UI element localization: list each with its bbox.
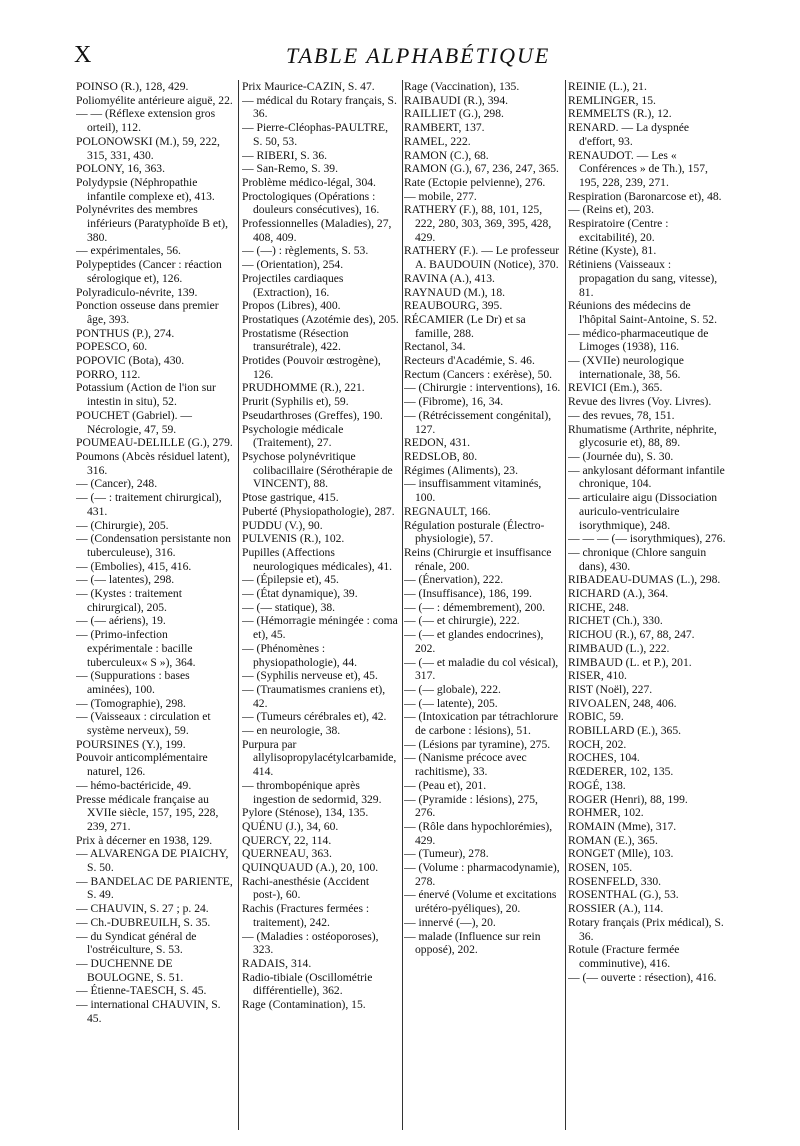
index-entry: — (Traumatismes craniens et), 42. [242,682,386,710]
index-entry: RAMON (G.), 67, 236, 247, 365. [404,162,559,176]
index-entry: REVICI (Em.), 365. [568,381,663,395]
index-entry: REDON, 431. [404,436,471,450]
index-entry: — (Chirurgie : interventions), 16. [404,381,561,395]
index-entry: — (Chirurgie), 205. [76,518,169,532]
index-entry: — en neurologie, 38. [242,724,341,738]
index-entry: RICHE, 248. [568,600,629,614]
index-entry: Pseudarthroses (Greffes), 190. [242,408,383,422]
index-entry: ROGER (Henri), 88, 199. [568,792,688,806]
index-entry: — thrombopénique après ingestion de sedormid, 329. [242,778,382,806]
index-entry: ROCH, 202. [568,737,627,751]
index-entry: ROBIC, 59. [568,710,624,724]
index-entry: — CHAUVIN, S. 27 ; p. 24. [76,902,209,916]
index-entry: POLONY, 16, 363. [76,162,166,176]
index-entry: — RIBERI, S. 36. [242,148,328,162]
index-entry: RAMEL, 222. [404,134,471,148]
index-entry: — (— aériens), 19. [76,614,166,628]
index-entry: POUMEAU-DELILLE (G.), 279. [76,436,233,450]
index-entry: — (Insuffisance), 186, 199. [404,587,532,601]
index-entry: RIVOALEN, 248, 406. [568,696,677,710]
index-entry: Psychose polynévritique colibacillaire (Sérothérapie de VINCENT), 88. [242,449,393,491]
index-entry: RADAIS, 314. [242,957,312,970]
index-column-4 [568,80,726,1130]
index-entry: — (Orientation), 254. [242,258,344,272]
index-entry: RIMBAUD (L.), 222. [568,641,670,655]
index-entry: POPESCO, 60. [76,340,148,354]
index-entry: Professionnelles (Maladies), 27, 408, 409. [242,217,392,244]
index-entry: — (Syphilis nerveuse et), 45. [242,669,378,683]
index-entry: — innervé (—), 20. [404,915,496,929]
index-entry: Réunions des médecins de l'hôpital Saint-Antoine, S. 52. [568,299,717,326]
index-entry: Prurit (Syphilis et), 59. [242,395,349,409]
index-entry: Projectiles cardiaques (Extraction), 16. [242,271,344,299]
index-entry: — Étienne-TAESCH, S. 45. [76,984,207,998]
index-entry: Rachi-anesthésie (Accident post-), 60. [242,874,370,902]
index-entry: — malade (Influence sur rein opposé), 202. [404,929,541,957]
index-entry: Poumons (Abcès résiduel latent), 316. [76,449,230,477]
index-entry: Problème médico-légal, 304. [242,175,376,189]
index-entry: — (Rétrécissement congénital), 127. [404,408,552,436]
index-entry: RÉCAMIER (Le Dr) et sa famille, 288. [404,312,526,340]
index-entry: REMMELTS (R.), 12. [568,107,672,121]
index-entry: Proctologiques (Opérations : douleurs consécutives), 16. [242,189,380,217]
index-entry: Rétiniens (Vaisseaux : propagation du sang, vitesse), 81. [568,258,718,299]
column-rule [238,80,239,1130]
index-entry: Rectum (Cancers : exérèse), 50. [404,367,553,381]
index-entry: POINSO (R.), 128, 429. [76,80,189,93]
index-column-1 [76,80,234,1130]
index-entry: Rage (Vaccination), 135. [404,80,520,93]
index-entry: Psychologie médicale (Traitement), 27. [242,422,344,450]
index-entry: ROSSIER (A.), 114. [568,902,664,916]
index-entry: — (Nanisme précoce avec rachitisme), 33. [404,751,527,779]
index-entry: REAUBOURG, 395. [404,299,503,313]
index-entry: Polyradiculo-névrite, 139. [76,285,198,299]
index-entry: QUERNEAU, 363. [242,847,332,861]
index-entry: Rotule (Fracture fermée comminutive), 416. [568,943,680,970]
index-entry: Polypeptides (Cancer : réaction sérologique et), 126. [76,258,222,285]
index-entry: RATHERY (F.). — Le professeur A. BAUDOUIN (Notice), 370. [404,244,560,272]
index-entry: — des revues, 78, 151. [568,408,675,422]
index-entry: — Pierre-Cléophas-PAULTRE, S. 50, 53. [242,121,388,148]
index-entry: — San-Remo, S. 39. [242,162,338,176]
index-entry: — (Pyramide : lésions), 275, 276. [404,792,538,820]
index-entry: — (Hémorragie méningée : coma et), 45. [242,614,398,642]
index-entry: RENAUDOT. — Les « Conférences » de Th.), 157, 195, 228, 239, 271. [568,148,708,189]
index-entry: — ankylosant déformant infantile chronique, 104. [568,463,725,491]
column-rule [565,80,566,1130]
index-entry: QUERCY, 22, 114. [242,833,332,847]
index-entry: — (— statique), 38. [242,600,336,614]
index-entry: Revue des livres (Voy. Livres). [568,395,712,409]
index-entry: POPOVIC (Bota), 430. [76,354,185,368]
index-entry: Pouvoir anticomplémentaire naturel, 126. [76,751,208,779]
index-entry: ROMAN (E.), 365. [568,833,658,847]
index-entry: — (Peau et), 201. [404,778,487,792]
index-entry: — (État dynamique), 39. [242,587,358,601]
index-entry: — (Volume : pharmacodynamie), 278. [404,861,560,888]
index-entry: Rotary français (Prix médical), S. 36. [568,915,724,943]
index-entry: — — — (— isorythmiques), 276. [568,532,726,546]
index-entry: Recteurs d'Académie, S. 46. [404,354,535,368]
index-entry: ROHMER, 102. [568,806,644,820]
index-entry: Polynévrites des membres inférieurs (Paratyphoïde B et), 380. [76,203,229,244]
index-entry: — Ch.-DUBREUILH, S. 35. [76,915,211,929]
index-entry: — (Maladies : ostéoporoses), 323. [242,929,379,957]
index-entry: ROCHES, 104. [568,751,640,765]
index-entry: Reins (Chirurgie et insuffisance rénale, 200. [404,545,552,573]
index-entry: Rachis (Fractures fermées : traitement), 242. [242,902,370,929]
index-entry: — (— et chirurgie), 222. [404,614,520,628]
index-column-2 [242,80,400,1130]
index-entry: ROBILLARD (E.), 365. [568,724,682,738]
index-entry: RICHET (Ch.), 330. [568,614,663,628]
index-entry: ROSENTHAL (G.), 53. [568,888,679,902]
index-entry: Polydypsie (Néphropathie infantile complexe et), 413. [76,175,215,203]
index-entry: — du Syndicat général de l'ostréiculture, S. 53. [76,929,197,957]
index-entry: Protides (Pouvoir œstrogène), 126. [242,354,381,381]
index-entry: — (Phénomènes : physiopathologie), 44. [242,641,358,669]
index-entry: Rétine (Kyste), 81. [568,244,657,258]
index-entry: RAILLIET (G.), 298. [404,107,504,121]
index-entry: — (Lésions par tyramine), 275. [404,737,551,751]
index-entry: Poliomyélite antérieure aiguë, 22. [76,93,233,107]
index-entry: ROGÉ, 138. [568,778,626,792]
index-entry: — (Énervation), 222. [404,573,504,587]
page-title: TABLE ALPHABÉTIQUE [286,43,551,68]
index-entry: — — (Réflexe extension gros orteil), 112. [76,107,216,135]
index-entry: RAMON (C.), 68. [404,148,489,162]
index-entry: — (Intoxication par tétrachlorure de carbone : lésions), 51. [404,710,559,738]
index-entry: RAYNAUD (M.), 18. [404,285,506,299]
index-entry: Ponction osseuse dans premier âge, 393. [76,299,219,326]
index-entry: REMLINGER, 15. [568,93,656,107]
index-entry: Rage (Contamination), 15. [242,998,366,1012]
index-entry: Pylore (Sténose), 134, 135. [242,806,369,820]
index-entry: Régulation posturale (Électro-physiologie), 57. [404,518,545,546]
index-entry: Puberté (Physiopathologie), 287. [242,504,395,518]
index-entry: — (Fibrome), 16, 34. [404,395,504,409]
column-rule [402,80,403,1130]
index-entry: — (Rôle dans hypochlorémies), 429. [404,819,553,847]
index-entry: ROSENFELD, 330. [568,874,662,888]
index-entry: PULVENIS (R.), 102. [242,532,345,546]
index-entry: — (Condensation persistante non tuberculeuse), 316. [76,532,231,559]
index-entry: Potassium (Action de l'ion sur intestin in situ), 52. [76,381,216,409]
index-entry: — hémo-bactéricide, 49. [76,778,192,792]
index-entry: — (Kystes : traitement chirurgical), 205. [76,587,182,614]
index-entry: REGNAULT, 166. [404,504,491,518]
index-entry: — (— latentes), 298. [76,573,175,587]
index-entry: — BANDELAC DE PARIENTE, S. 49. [76,874,233,902]
index-entry: — (— globale), 222. [404,682,501,696]
index-entry: ROSEN, 105. [568,861,633,875]
index-entry: — (—) : règlements, S. 53. [242,244,369,258]
index-entry: RIBADEAU-DUMAS (L.), 298. [568,573,721,587]
index-entry: POLONOWSKI (M.), 59, 222, 315, 331, 430. [76,134,220,162]
index-entry: Respiratoire (Centre : excitabilité), 20. [568,217,669,244]
index-entry: — chronique (Chlore sanguin dans), 430. [568,545,707,573]
index-entry: Purpura par allylisopropylacétylcarbamide, 414. [242,737,397,779]
index-entry: PORRO, 112. [76,367,141,381]
index-entry: PRUDHOMME (R.), 221. [242,381,365,395]
index-entry: — (Tomographie), 298. [76,696,186,710]
index-entry: Ptose gastrique, 415. [242,491,339,505]
index-entry: Respiration (Baronarcose et), 48. [568,189,722,203]
index-entry: — (— : démembrement), 200. [404,600,546,614]
index-entry: RAVINA (A.), 413. [404,271,495,285]
index-entry: Pupilles (Affections neurologiques médicales), 41. [242,545,393,573]
index-entry: RIST (Noël), 227. [568,682,653,696]
index-entry: — (Suppurations : bases aminées), 100. [76,669,190,696]
index-entry: — (Cancer), 248. [76,477,158,491]
index-entry: PUDDU (V.), 90. [242,518,323,532]
index-entry: — DUCHENNE DE BOULOGNE, S. 51. [76,957,184,984]
index-entry: Régimes (Aliments), 23. [404,463,518,477]
index-entry: Radio-tibiale (Oscillométrie différentielle), 362. [242,970,373,998]
index-column-3 [404,80,561,1130]
index-entry: RIMBAUD (L. et P.), 201. [568,655,692,669]
index-entry: — (Embolies), 415, 416. [76,559,192,573]
index-entry: — (— et glandes endocrines), 202. [404,628,544,655]
index-entry: — (Tumeurs cérébrales et), 42. [242,710,387,724]
index-entry: Presse médicale française au XVIIe siècle, 157, 195, 228, 239, 271. [76,792,219,833]
index-entry: — (— : traitement chirurgical), 431. [76,491,222,518]
index-entry: — médical du Rotary français, S. 36. [242,93,397,121]
index-entry: — expérimentales, 56. [76,244,181,258]
index-entry: — (Vaisseaux : circulation et système nerveux), 59. [76,710,211,738]
index-entry: POURSINES (Y.), 199. [76,737,186,751]
index-entry: REINIE (L.), 21. [568,80,647,93]
page-number: X [74,42,93,68]
index-entry: — médico-pharmaceutique de Limoges (1938), 116. [568,326,709,354]
index-entry: QUINQUAUD (A.), 20, 100. [242,861,379,875]
index-entry: — international CHAUVIN, S. 45. [76,998,221,1025]
index-entry: — insuffisamment vitaminés, 100. [404,477,542,505]
index-entry: ROMAIN (Mme), 317. [568,819,677,833]
index-entry: Prix Maurice-CAZIN, S. 47. [242,80,375,93]
index-entry: — (Reins et), 203. [568,203,654,217]
index-entry: — mobile, 277. [404,189,477,203]
index-entry: — (Journée du), S. 30. [568,449,674,463]
index-entry: Rate (Ectopie pelvienne), 276. [404,175,546,189]
index-entry: RATHERY (F.), 88, 101, 125, 222, 280, 303, 369, 395, 428, 429. [404,203,552,244]
index-entry: RONGET (Mlle), 103. [568,847,674,861]
index-entry: REDSLOB, 80. [404,449,478,463]
index-entry: — (XVIIe) neurologique internationale, 38, 56. [568,354,684,381]
index-entry: — articulaire aigu (Dissociation auriculo-ventriculaire isorythmique), 248. [568,491,718,532]
index-entry: — ALVARENGA DE PIAICHY, S. 50. [76,847,229,875]
index-entry: RENARD. — La dyspnée d'effort, 93. [568,121,690,148]
index-entry: — énervé (Volume et excitations urétéro-pyéliques), 20. [404,888,557,916]
index-entry: Rectanol, 34. [404,340,466,354]
index-entry: — (— latente), 205. [404,696,498,710]
index-entry: Prostatisme (Résection transurétrale), 422. [242,326,349,354]
index-entry: RICHOU (R.), 67, 88, 247. [568,628,695,642]
index-entry: — (Tumeur), 278. [404,847,489,861]
index-entry: RŒDERER, 102, 135. [568,765,674,779]
index-entry: — (Primo-infection expérimentale : bacille tuberculeux« S »), 364. [76,628,196,669]
index-entry: PONTHUS (P.), 274. [76,326,175,340]
index-entry: POUCHET (Gabriel). — Nécrologie, 47, 59. [76,408,193,436]
index-entry: RICHARD (A.), 364. [568,587,669,601]
index-entry: Rhumatisme (Arthrite, néphrite, glycosurie et), 88, 89. [568,422,717,450]
index-entry: RISER, 410. [568,669,627,683]
index-entry: RAMBERT, 137. [404,121,485,135]
index-entry: — (— et maladie du col vésical), 317. [404,655,559,683]
index-entry: Propos (Libres), 400. [242,299,341,313]
index-entry: — (— ouverte : résection), 416. [568,970,717,984]
index-entry: Prix à décerner en 1938, 129. [76,833,213,847]
index-entry: Prostatiques (Azotémie des), 205. [242,312,399,326]
index-entry: — (Épilepsie et), 45. [242,573,339,587]
index-entry: QUÉNU (J.), 34, 60. [242,819,339,833]
index-entry: RAIBAUDI (R.), 394. [404,93,509,107]
